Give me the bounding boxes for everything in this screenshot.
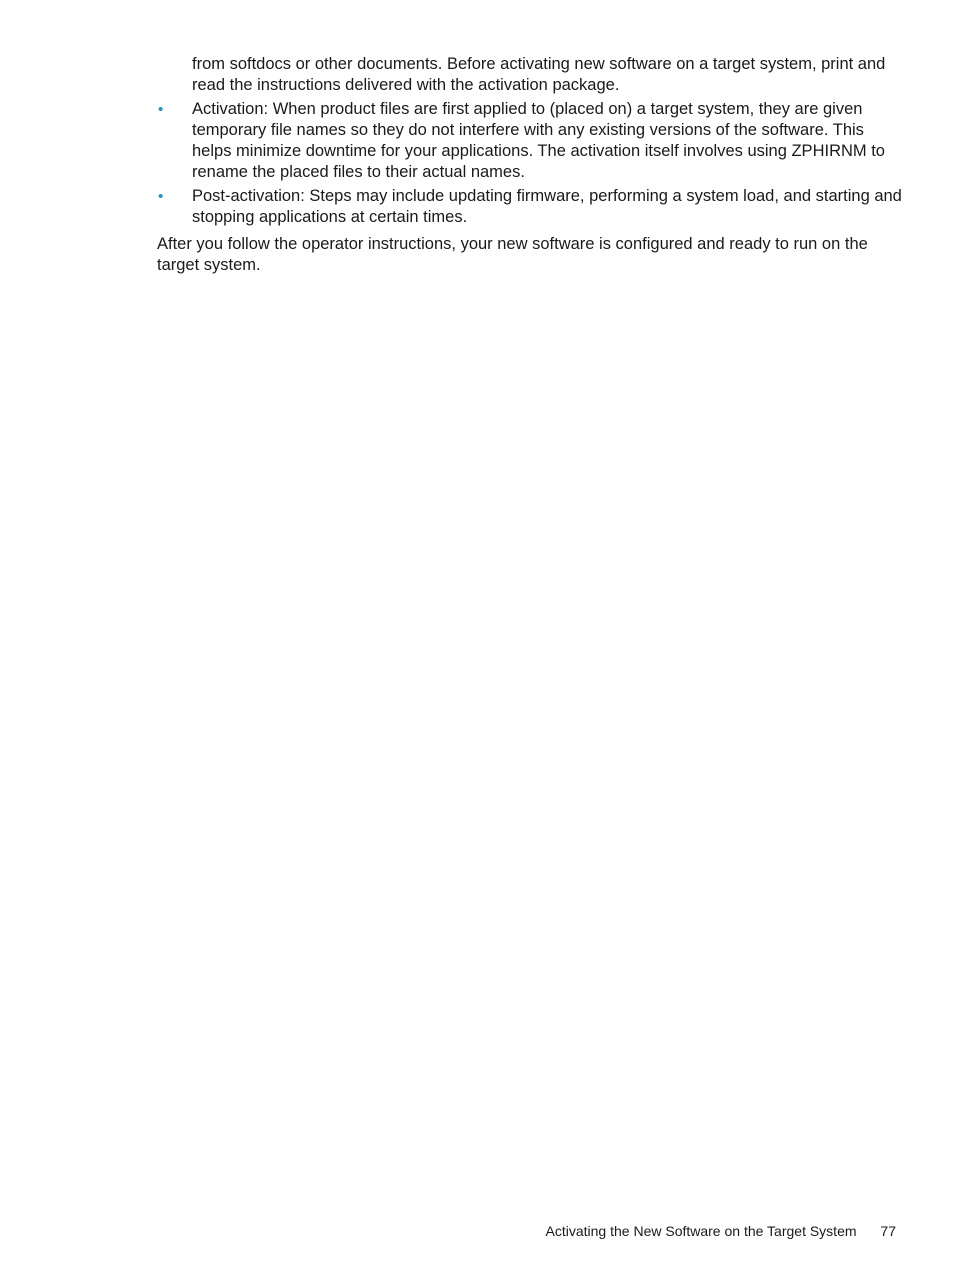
bullet-text: Activation: When product files are first applied to (placed on) a target system, they are given temporary file names so they do not interfere with any existing versions of the software. This helps minimize downtime for your applications. The activation itself involves using ZPHIRNM to rename the placed files to their actual names. [192, 100, 885, 181]
footer-section-title: Activating the New Software on the Target System [545, 1223, 857, 1239]
bullet-dot-icon: • [158, 101, 164, 118]
closing-paragraph: After you follow the operator instructions, your new software is configured and ready to run on the target system. [157, 235, 868, 274]
bullet-dot-icon: • [158, 188, 164, 205]
page-number: 77 [880, 1223, 896, 1239]
bullet-item-activation [157, 99, 902, 183]
page-footer [546, 1222, 896, 1240]
bullet-item-post-activation [157, 186, 902, 228]
bullet-text: Post-activation: Steps may include updating firmware, performing a system load, and starting and stopping applications at certain times. [192, 187, 902, 226]
continuation-paragraph: from softdocs or other documents. Before activating new software on a target system, print and read the instructions delivered with the activation package. [192, 55, 886, 94]
bullet-list [157, 99, 902, 228]
page-body [157, 54, 902, 276]
